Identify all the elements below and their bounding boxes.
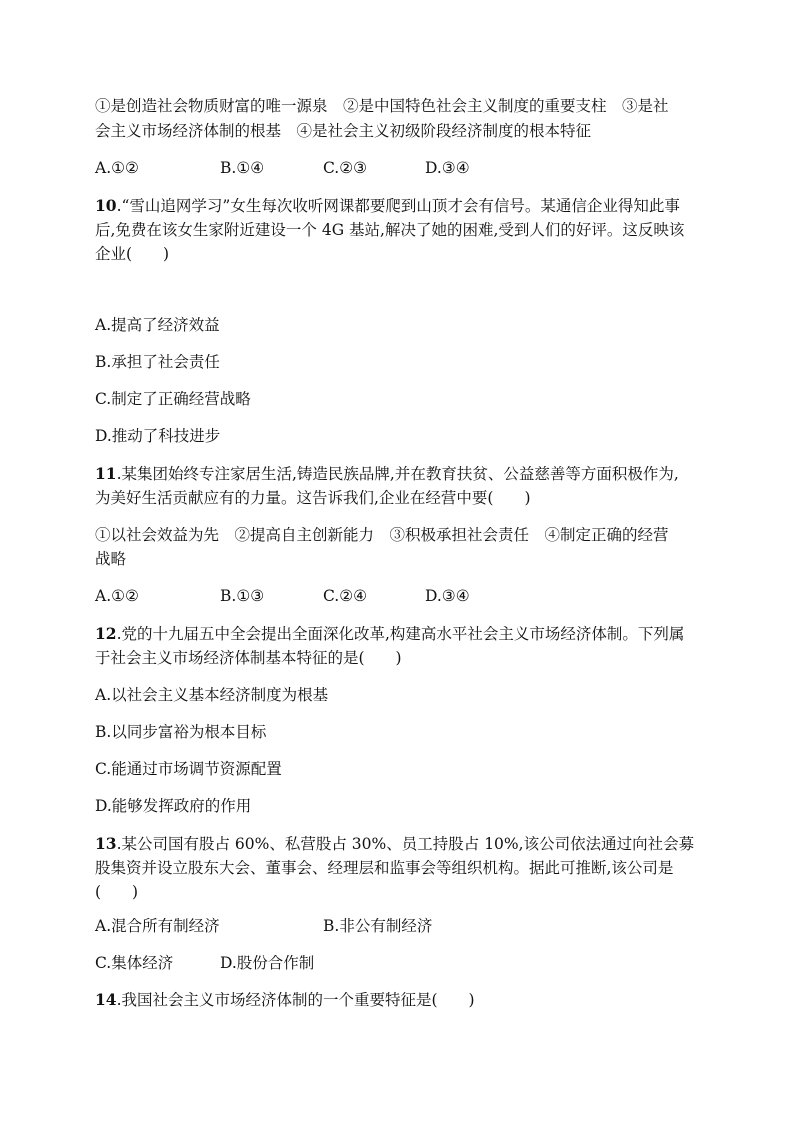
q12-number: 12 <box>95 624 117 643</box>
q9-option-c[interactable]: C.②③ <box>323 159 368 177</box>
q10-stem-line-2: 后,免费在该女生家附近建设一个 4G 基站,解决了她的困难,受到人们的好评。这反映该 <box>95 221 685 239</box>
q13-text-1: .某公司国有股占 60%、私营股占 30%、员工持股占 10%,该公司依法通过向社会募 <box>116 835 695 853</box>
q11-option-c[interactable]: C.②④ <box>323 587 368 605</box>
q13-stem-line-1 <box>95 832 705 856</box>
q11-option-a[interactable]: A.①② <box>95 587 139 605</box>
q13-stem-line-2: 股集资并设立股东大会、董事会、经理层和监事会等组织机构。据此可推断,该公司是 <box>95 859 674 877</box>
q13-number: 13 <box>95 834 117 853</box>
q13-option-a[interactable]: A.混合所有制经济 <box>95 917 220 935</box>
q11-text-1: .某集团始终专注家居生活,铸造民族品牌,并在教育扶贫、公益慈善等方面积极作为, <box>116 465 679 483</box>
q10-stem-line-3: 企业( ) <box>95 245 170 263</box>
q10-option-c[interactable]: C.制定了正确经营战略 <box>95 390 251 408</box>
q12-option-d[interactable]: D.能够发挥政府的作用 <box>95 797 252 815</box>
q9-option-b[interactable]: B.①④ <box>220 159 265 177</box>
q10-option-b[interactable]: B.承担了社会责任 <box>95 353 220 371</box>
q10-option-d[interactable]: D.推动了科技进步 <box>95 427 221 445</box>
q11-number: 11 <box>95 464 117 483</box>
q11-stem-line-1 <box>95 462 705 486</box>
q13-stem-line-3: ( ) <box>95 883 139 901</box>
q13-option-c[interactable]: C.集体经济 <box>95 954 174 972</box>
q10-stem-line-1 <box>95 194 705 218</box>
q11-option-d[interactable]: D.③④ <box>425 587 470 605</box>
q11-option-b[interactable]: B.①③ <box>220 587 265 605</box>
q9-statement-line-2: 会主义市场经济体制的根基 ④是社会主义初级阶段经济制度的根本特征 <box>95 122 592 140</box>
q12-option-b[interactable]: B.以同步富裕为根本目标 <box>95 723 267 741</box>
q14-text-1: .我国社会主义市场经济体制的一个重要特征是( ) <box>116 991 475 1009</box>
q11-statement-line-1: ①以社会效益为先 ②提高自主创新能力 ③积极承担社会责任 ④制定正确的经营 <box>95 526 669 544</box>
q11-stem-line-2: 为美好生活贡献应有的力量。这告诉我们,企业在经营中要( ) <box>95 489 531 507</box>
q10-number: 10 <box>95 196 117 215</box>
q9-statement-line-1: ①是创造社会物质财富的唯一源泉 ②是中国特色社会主义制度的重要支柱 ③是社 <box>95 97 669 115</box>
q14-number: 14 <box>95 990 117 1009</box>
q12-option-a[interactable]: A.以社会主义基本经济制度为根基 <box>95 686 329 704</box>
q10-option-a[interactable]: A.提高了经济效益 <box>95 316 220 334</box>
q10-text-1: .“雪山追网学习”女生每次收听网课都要爬到山顶才会有信号。某通信企业得知此事 <box>116 197 680 215</box>
q9-option-d[interactable]: D.③④ <box>425 159 470 177</box>
q13-option-b[interactable]: B.非公有制经济 <box>323 917 433 935</box>
q12-stem-line-2: 于社会主义市场经济体制基本特征的是( ) <box>95 649 402 667</box>
q12-option-c[interactable]: C.能通过市场调节资源配置 <box>95 760 282 778</box>
q14-stem-line-1 <box>95 988 705 1012</box>
q11-statement-line-2: 战略 <box>95 550 127 568</box>
q9-option-a[interactable]: A.①② <box>95 159 139 177</box>
q12-stem-line-1 <box>95 622 705 646</box>
q12-text-1: .党的十九届五中全会提出全面深化改革,构建高水平社会主义市场经济体制。下列属 <box>116 625 685 643</box>
q13-option-d[interactable]: D.股份合作制 <box>220 954 315 972</box>
